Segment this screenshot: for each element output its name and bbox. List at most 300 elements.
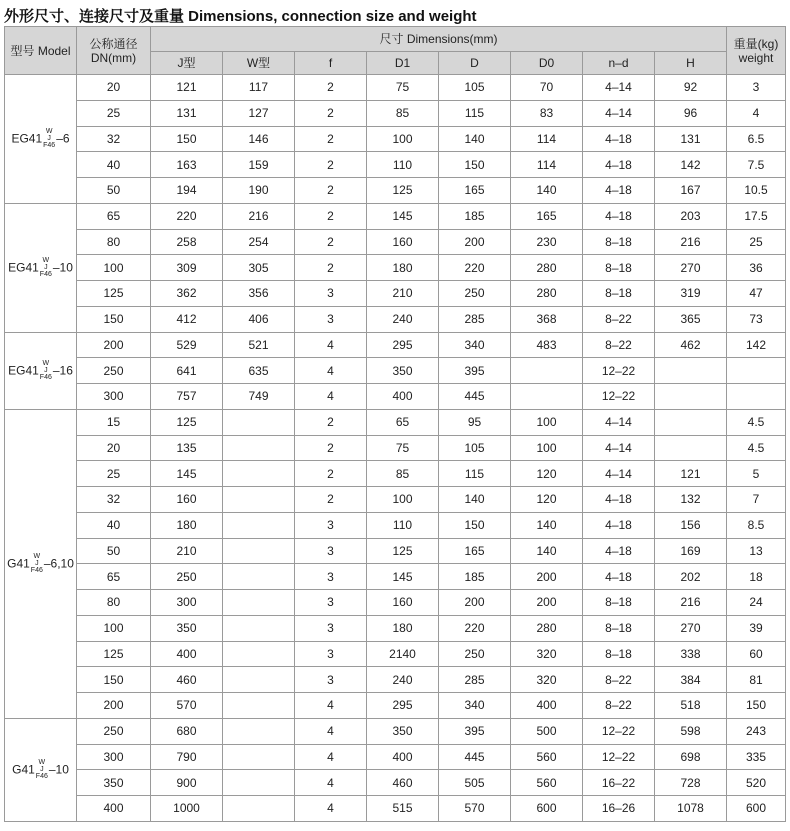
- cell-j: 757: [151, 384, 223, 410]
- cell-d: 165: [439, 538, 511, 564]
- header-weight-en: weight: [738, 50, 774, 65]
- cell-d0: 140: [511, 512, 583, 538]
- cell-f: 3: [295, 615, 367, 641]
- model-suffix: –16: [52, 363, 73, 378]
- cell-wt: [727, 358, 786, 384]
- cell-d0: 320: [511, 667, 583, 693]
- cell-d1: 180: [367, 255, 439, 281]
- cell-d1: 85: [367, 461, 439, 487]
- cell-d1: 100: [367, 487, 439, 513]
- cell-d1: 125: [367, 178, 439, 204]
- cell-wt: 13: [727, 538, 786, 564]
- cell-d1: 75: [367, 75, 439, 101]
- cell-f: 2: [295, 100, 367, 126]
- cell-d1: 160: [367, 590, 439, 616]
- cell-w: [223, 409, 295, 435]
- cell-w: [223, 435, 295, 461]
- cell-wt: 7: [727, 487, 786, 513]
- cell-d: 200: [439, 229, 511, 255]
- cell-nd: 8–18: [583, 590, 655, 616]
- cell-d1: 350: [367, 718, 439, 744]
- cell-w: 159: [223, 152, 295, 178]
- header-d0: D0: [511, 52, 583, 75]
- cell-f: 3: [295, 538, 367, 564]
- cell-f: 3: [295, 590, 367, 616]
- cell-j: 258: [151, 229, 223, 255]
- cell-j: 194: [151, 178, 223, 204]
- cell-w: [223, 487, 295, 513]
- cell-h: 216: [655, 590, 727, 616]
- cell-d1: 75: [367, 435, 439, 461]
- cell-j: 131: [151, 100, 223, 126]
- cell-wt: 4.5: [727, 409, 786, 435]
- table-row: [5, 281, 786, 307]
- cell-h: 462: [655, 332, 727, 358]
- table-row: [5, 744, 786, 770]
- cell-d1: 210: [367, 281, 439, 307]
- cell-h: 270: [655, 255, 727, 281]
- cell-dn: 80: [77, 229, 151, 255]
- cell-d: 395: [439, 718, 511, 744]
- cell-d0: 140: [511, 538, 583, 564]
- cell-d: 185: [439, 564, 511, 590]
- model-prefix: EG41: [8, 260, 39, 275]
- cell-h: [655, 409, 727, 435]
- cell-d1: 350: [367, 358, 439, 384]
- cell-j: 460: [151, 667, 223, 693]
- model-suffix: –6,10: [43, 556, 74, 571]
- header-d: D: [439, 52, 511, 75]
- cell-d: 200: [439, 590, 511, 616]
- cell-h: 121: [655, 461, 727, 487]
- table-row: [5, 512, 786, 538]
- cell-nd: 16–22: [583, 770, 655, 796]
- table-row: [5, 615, 786, 641]
- cell-d0: 280: [511, 255, 583, 281]
- cell-j: 300: [151, 590, 223, 616]
- cell-d1: 295: [367, 332, 439, 358]
- cell-dn: 15: [77, 409, 151, 435]
- cell-nd: 4–18: [583, 178, 655, 204]
- cell-nd: 8–18: [583, 615, 655, 641]
- cell-nd: 4–14: [583, 435, 655, 461]
- cell-d1: 2140: [367, 641, 439, 667]
- cell-j: 362: [151, 281, 223, 307]
- cell-dn: 200: [77, 693, 151, 719]
- table-row: [5, 100, 786, 126]
- cell-d0: 320: [511, 641, 583, 667]
- cell-d0: 83: [511, 100, 583, 126]
- cell-d0: 230: [511, 229, 583, 255]
- table-row: [5, 178, 786, 204]
- cell-nd: 8–22: [583, 332, 655, 358]
- cell-d: 105: [439, 435, 511, 461]
- cell-wt: 3: [727, 75, 786, 101]
- cell-f: 2: [295, 255, 367, 281]
- table-row: [5, 384, 786, 410]
- cell-wt: 10.5: [727, 178, 786, 204]
- cell-f: 2: [295, 203, 367, 229]
- table-row: [5, 203, 786, 229]
- cell-d1: 160: [367, 229, 439, 255]
- cell-f: 3: [295, 564, 367, 590]
- model-mid: J: [40, 766, 44, 774]
- cell-f: 2: [295, 75, 367, 101]
- cell-j: 1000: [151, 796, 223, 822]
- cell-f: 4: [295, 384, 367, 410]
- cell-d: 140: [439, 487, 511, 513]
- table-row: [5, 126, 786, 152]
- cell-d0: 560: [511, 744, 583, 770]
- cell-d: 150: [439, 512, 511, 538]
- cell-j: 135: [151, 435, 223, 461]
- cell-d0: 165: [511, 203, 583, 229]
- model-stack: [31, 553, 43, 574]
- model-cell: [5, 409, 77, 718]
- cell-w: 146: [223, 126, 295, 152]
- cell-d: 105: [439, 75, 511, 101]
- cell-d: 395: [439, 358, 511, 384]
- cell-dn: 32: [77, 487, 151, 513]
- cell-dn: 125: [77, 641, 151, 667]
- cell-w: [223, 667, 295, 693]
- cell-dn: 400: [77, 796, 151, 822]
- cell-h: 203: [655, 203, 727, 229]
- cell-h: 698: [655, 744, 727, 770]
- header-row-main: [5, 27, 786, 52]
- cell-w: [223, 796, 295, 822]
- cell-d0: 280: [511, 615, 583, 641]
- cell-dn: 65: [77, 203, 151, 229]
- cell-nd: 8–22: [583, 693, 655, 719]
- header-weight: [727, 27, 786, 75]
- cell-dn: 250: [77, 358, 151, 384]
- model-sub: F46: [35, 773, 48, 781]
- cell-f: 3: [295, 306, 367, 332]
- cell-j: 150: [151, 126, 223, 152]
- cell-w: 521: [223, 332, 295, 358]
- cell-j: 125: [151, 409, 223, 435]
- table-row: [5, 564, 786, 590]
- cell-wt: 60: [727, 641, 786, 667]
- cell-d: 445: [439, 744, 511, 770]
- cell-wt: 4: [727, 100, 786, 126]
- model-designation: [8, 360, 73, 381]
- cell-d1: 460: [367, 770, 439, 796]
- model-sup: W: [38, 759, 46, 767]
- cell-h: 365: [655, 306, 727, 332]
- table-row: [5, 770, 786, 796]
- cell-dn: 25: [77, 461, 151, 487]
- cell-d: 220: [439, 615, 511, 641]
- cell-h: 169: [655, 538, 727, 564]
- header-model: 型号 Model: [5, 27, 77, 75]
- model-sub: F46: [43, 142, 56, 150]
- cell-h: [655, 358, 727, 384]
- cell-wt: 7.5: [727, 152, 786, 178]
- cell-nd: 16–26: [583, 796, 655, 822]
- cell-dn: 40: [77, 512, 151, 538]
- cell-dn: 200: [77, 332, 151, 358]
- table-row: [5, 718, 786, 744]
- cell-d: 95: [439, 409, 511, 435]
- table-row: [5, 358, 786, 384]
- model-cell: [5, 718, 77, 821]
- cell-j: 790: [151, 744, 223, 770]
- cell-h: 96: [655, 100, 727, 126]
- cell-nd: 12–22: [583, 744, 655, 770]
- cell-dn: 80: [77, 590, 151, 616]
- cell-wt: 520: [727, 770, 786, 796]
- cell-f: 3: [295, 641, 367, 667]
- cell-w: 305: [223, 255, 295, 281]
- cell-h: 338: [655, 641, 727, 667]
- cell-w: 127: [223, 100, 295, 126]
- model-designation: [7, 553, 74, 574]
- cell-f: 2: [295, 126, 367, 152]
- cell-w: [223, 641, 295, 667]
- cell-d: 140: [439, 126, 511, 152]
- cell-dn: 50: [77, 538, 151, 564]
- model-sup: W: [42, 257, 50, 265]
- header-dn-cn: 公称通径: [89, 36, 138, 51]
- model-designation: [12, 759, 69, 780]
- cell-wt: 18: [727, 564, 786, 590]
- cell-h: 270: [655, 615, 727, 641]
- cell-dn: 150: [77, 306, 151, 332]
- table-row: [5, 487, 786, 513]
- cell-nd: 8–22: [583, 306, 655, 332]
- model-mid: J: [47, 135, 51, 143]
- cell-d0: 120: [511, 461, 583, 487]
- model-prefix: EG41: [8, 363, 39, 378]
- cell-h: 384: [655, 667, 727, 693]
- header-d1: D1: [367, 52, 439, 75]
- cell-w: [223, 590, 295, 616]
- cell-d: 285: [439, 667, 511, 693]
- cell-nd: 8–18: [583, 641, 655, 667]
- cell-w: [223, 512, 295, 538]
- cell-d1: 240: [367, 306, 439, 332]
- cell-wt: 150: [727, 693, 786, 719]
- cell-nd: 4–14: [583, 461, 655, 487]
- cell-dn: 350: [77, 770, 151, 796]
- model-designation: [8, 257, 73, 278]
- cell-f: 3: [295, 281, 367, 307]
- cell-h: 202: [655, 564, 727, 590]
- cell-d0: 114: [511, 152, 583, 178]
- cell-h: 598: [655, 718, 727, 744]
- cell-h: 728: [655, 770, 727, 796]
- cell-d0: 140: [511, 178, 583, 204]
- cell-d0: 114: [511, 126, 583, 152]
- cell-d1: 110: [367, 152, 439, 178]
- cell-dn: 300: [77, 384, 151, 410]
- cell-nd: 4–18: [583, 512, 655, 538]
- header-dimensions: 尺寸 Dimensions(mm): [151, 27, 727, 52]
- page-title: 外形尺寸、连接尺寸及重量 Dimensions, connection size and weight: [4, 8, 477, 25]
- cell-w: 635: [223, 358, 295, 384]
- model-stack: [40, 257, 52, 278]
- cell-w: [223, 615, 295, 641]
- cell-d1: 515: [367, 796, 439, 822]
- cell-w: 749: [223, 384, 295, 410]
- cell-h: 132: [655, 487, 727, 513]
- cell-d0: 400: [511, 693, 583, 719]
- cell-d1: 85: [367, 100, 439, 126]
- cell-d0: 560: [511, 770, 583, 796]
- cell-dn: 125: [77, 281, 151, 307]
- cell-w: 406: [223, 306, 295, 332]
- cell-h: 319: [655, 281, 727, 307]
- cell-dn: 100: [77, 615, 151, 641]
- cell-wt: 17.5: [727, 203, 786, 229]
- cell-f: 2: [295, 152, 367, 178]
- cell-nd: 8–18: [583, 255, 655, 281]
- cell-w: [223, 693, 295, 719]
- model-stack: [43, 128, 55, 149]
- table-row: [5, 590, 786, 616]
- table-row: [5, 75, 786, 101]
- cell-dn: 20: [77, 435, 151, 461]
- cell-dn: 65: [77, 564, 151, 590]
- cell-d1: 295: [367, 693, 439, 719]
- model-cell: [5, 332, 77, 409]
- cell-nd: 4–18: [583, 538, 655, 564]
- cell-w: 117: [223, 75, 295, 101]
- model-sub: F46: [30, 567, 43, 575]
- cell-h: 131: [655, 126, 727, 152]
- cell-nd: 4–18: [583, 126, 655, 152]
- cell-w: [223, 744, 295, 770]
- cell-f: 4: [295, 796, 367, 822]
- cell-d1: 145: [367, 564, 439, 590]
- cell-wt: 25: [727, 229, 786, 255]
- cell-w: [223, 461, 295, 487]
- table-row: [5, 152, 786, 178]
- table-row: [5, 306, 786, 332]
- cell-w: [223, 564, 295, 590]
- model-sup: W: [42, 360, 50, 368]
- cell-nd: 8–18: [583, 281, 655, 307]
- cell-d1: 400: [367, 744, 439, 770]
- cell-d0: 200: [511, 564, 583, 590]
- cell-nd: 4–14: [583, 100, 655, 126]
- cell-j: 309: [151, 255, 223, 281]
- cell-nd: 12–22: [583, 718, 655, 744]
- cell-wt: 39: [727, 615, 786, 641]
- cell-wt: 243: [727, 718, 786, 744]
- cell-nd: 12–22: [583, 384, 655, 410]
- cell-h: 1078: [655, 796, 727, 822]
- cell-nd: 8–18: [583, 229, 655, 255]
- model-prefix: G41: [12, 762, 35, 777]
- cell-d1: 110: [367, 512, 439, 538]
- cell-f: 2: [295, 229, 367, 255]
- cell-d1: 180: [367, 615, 439, 641]
- cell-j: 210: [151, 538, 223, 564]
- cell-f: 3: [295, 512, 367, 538]
- cell-d0: 500: [511, 718, 583, 744]
- cell-wt: 142: [727, 332, 786, 358]
- cell-w: 190: [223, 178, 295, 204]
- cell-f: 2: [295, 409, 367, 435]
- cell-dn: 250: [77, 718, 151, 744]
- table-row: [5, 435, 786, 461]
- cell-j: 900: [151, 770, 223, 796]
- cell-d: 185: [439, 203, 511, 229]
- cell-dn: 25: [77, 100, 151, 126]
- cell-w: [223, 770, 295, 796]
- cell-d1: 65: [367, 409, 439, 435]
- cell-h: 518: [655, 693, 727, 719]
- cell-h: 216: [655, 229, 727, 255]
- cell-d: 220: [439, 255, 511, 281]
- cell-w: [223, 718, 295, 744]
- model-prefix: EG41: [11, 131, 43, 146]
- cell-f: 4: [295, 718, 367, 744]
- model-suffix: –10: [52, 260, 73, 275]
- model-mid: J: [44, 367, 48, 375]
- cell-j: 350: [151, 615, 223, 641]
- cell-wt: 5: [727, 461, 786, 487]
- header-dn-en: DN(mm): [90, 50, 137, 65]
- header-dn: [77, 27, 151, 75]
- cell-f: 3: [295, 667, 367, 693]
- cell-nd: 8–22: [583, 667, 655, 693]
- cell-j: 641: [151, 358, 223, 384]
- cell-h: 167: [655, 178, 727, 204]
- cell-d0: 600: [511, 796, 583, 822]
- cell-wt: 335: [727, 744, 786, 770]
- cell-j: 145: [151, 461, 223, 487]
- cell-j: 680: [151, 718, 223, 744]
- cell-j: 400: [151, 641, 223, 667]
- cell-w: 254: [223, 229, 295, 255]
- table-row: [5, 409, 786, 435]
- cell-w: 356: [223, 281, 295, 307]
- cell-j: 570: [151, 693, 223, 719]
- cell-h: 92: [655, 75, 727, 101]
- cell-dn: 100: [77, 255, 151, 281]
- cell-d0: 70: [511, 75, 583, 101]
- cell-j: 121: [151, 75, 223, 101]
- cell-d1: 100: [367, 126, 439, 152]
- table-row: [5, 255, 786, 281]
- cell-d1: 145: [367, 203, 439, 229]
- cell-d: 115: [439, 461, 511, 487]
- table-row: [5, 461, 786, 487]
- cell-wt: 24: [727, 590, 786, 616]
- model-sup: W: [33, 553, 41, 561]
- cell-dn: 300: [77, 744, 151, 770]
- cell-h: [655, 384, 727, 410]
- cell-nd: 4–18: [583, 203, 655, 229]
- cell-d1: 240: [367, 667, 439, 693]
- cell-nd: 4–18: [583, 152, 655, 178]
- cell-d0: 100: [511, 409, 583, 435]
- cell-nd: 4–18: [583, 564, 655, 590]
- cell-j: 412: [151, 306, 223, 332]
- table-row: [5, 538, 786, 564]
- cell-nd: 4–18: [583, 487, 655, 513]
- cell-d1: 400: [367, 384, 439, 410]
- cell-dn: 32: [77, 126, 151, 152]
- model-cell: [5, 75, 77, 204]
- cell-wt: 600: [727, 796, 786, 822]
- model-prefix: G41: [7, 556, 30, 571]
- cell-j: 180: [151, 512, 223, 538]
